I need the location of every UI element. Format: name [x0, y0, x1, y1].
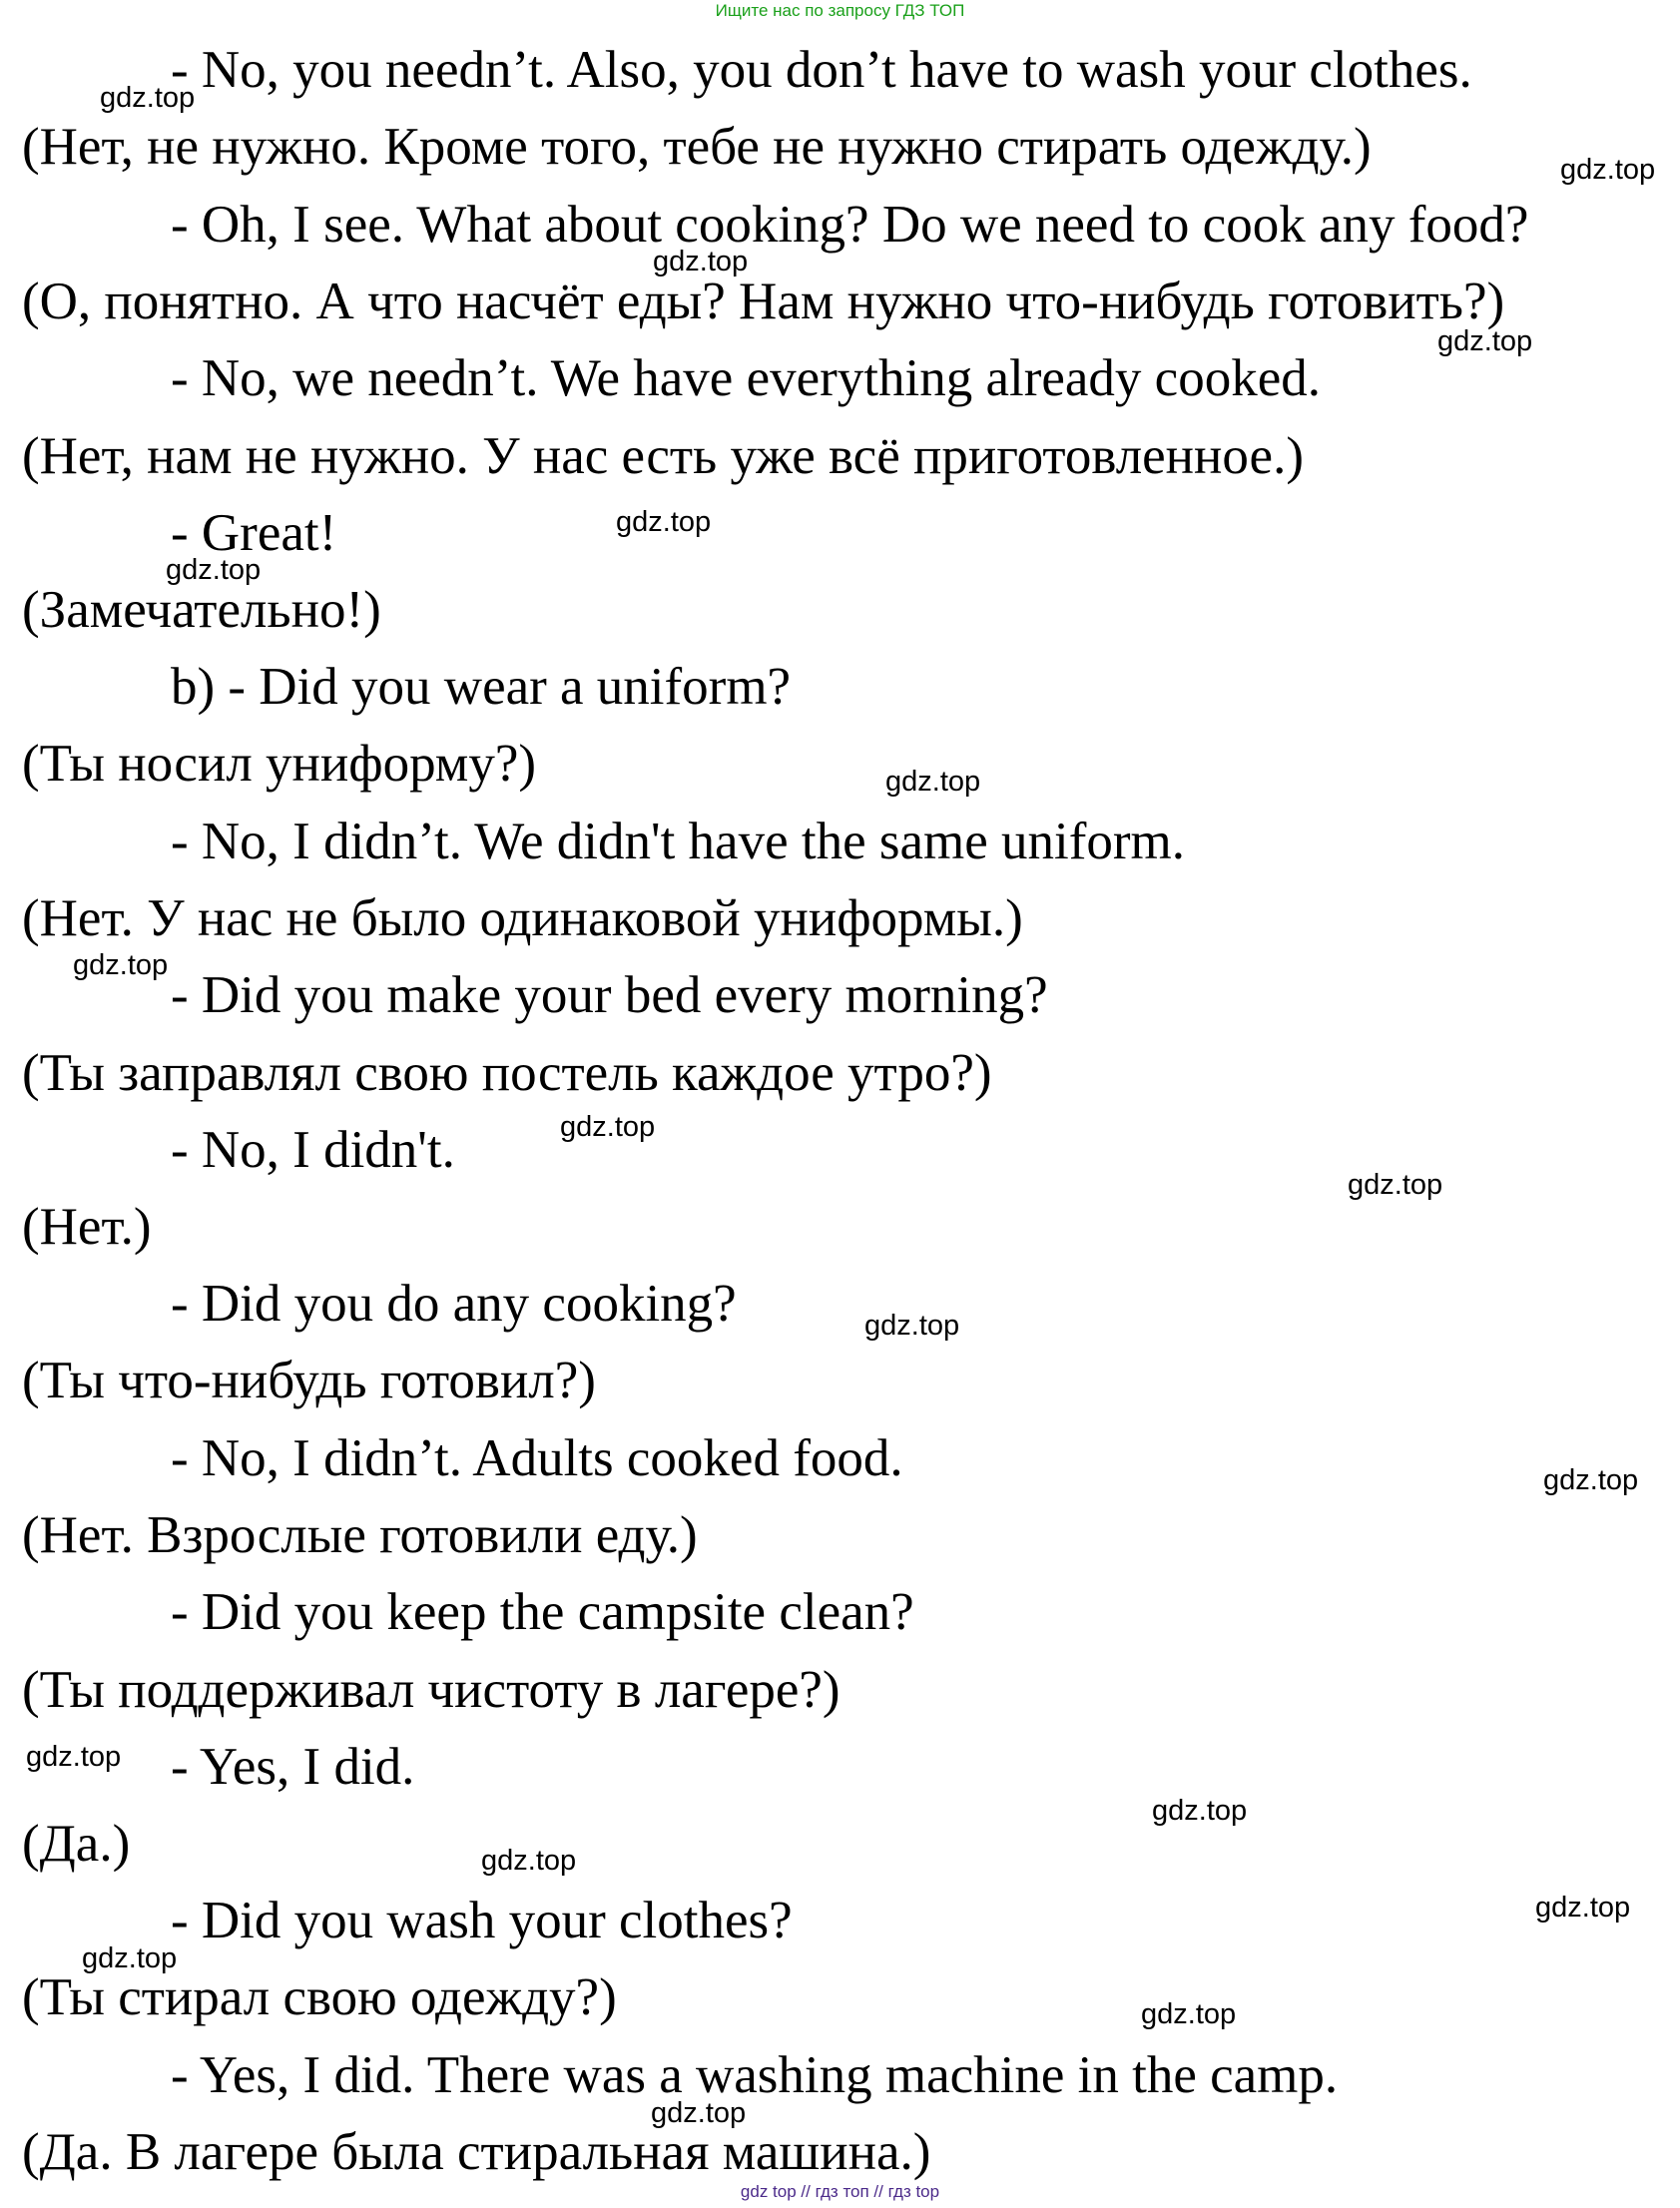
text-line: (О, понятно. А что насчёт еды? Нам нужно что-нибудь готовить?): [22, 273, 1505, 330]
text-line: - Yes, I did.: [171, 1738, 415, 1796]
text-line: - No, I didn't.: [171, 1121, 455, 1179]
text-line: - Oh, I see. What about cooking? Do we need to cook any food?: [171, 196, 1529, 254]
text-line: (Нет. Взрослые готовили еду.): [22, 1506, 698, 1564]
watermark: gdz.top: [653, 246, 749, 277]
text-line: (Да.): [22, 1815, 131, 1873]
watermark: gdz.top: [885, 766, 981, 798]
watermark: gdz.top: [100, 82, 196, 114]
text-line: b) - Did you wear a uniform?: [171, 658, 792, 716]
watermark: gdz.top: [864, 1310, 960, 1342]
text-line: - Did you do any cooking?: [171, 1275, 737, 1333]
text-line: - Did you make your bed every morning?: [171, 966, 1048, 1024]
watermark: gdz.top: [82, 1942, 178, 1974]
text-line: (Замечательно!): [22, 581, 381, 639]
watermark: gdz.top: [1152, 1795, 1248, 1827]
text-line: - No, you needn’t. Also, you don’t have to wash your clothes.: [171, 41, 1472, 99]
watermark: gdz.top: [166, 554, 262, 586]
watermark: gdz.top: [1141, 1998, 1237, 2030]
watermark: gdz.top: [1348, 1169, 1443, 1201]
text-line: (Нет, нам не нужно. У нас есть уже всё приготовленное.): [22, 427, 1304, 485]
watermark: gdz.top: [560, 1111, 656, 1143]
watermark: gdz.top: [26, 1741, 122, 1773]
watermark: gdz.top: [1535, 1892, 1631, 1924]
text-line: - No, I didn’t. Adults cooked food.: [171, 1429, 903, 1487]
watermark: gdz.top: [651, 2097, 747, 2129]
text-line: (Ты заправлял свою постель каждое утро?): [22, 1044, 992, 1102]
text-line: - Did you wash your clothes?: [171, 1892, 793, 1949]
header-banner: Ищите нас по запросу ГДЗ ТОП: [715, 1, 965, 20]
watermark: gdz.top: [73, 949, 169, 981]
footer-banner: gdz top // гдз топ // гдз top: [740, 2182, 940, 2201]
text-line: (Ты стирал свою одежду?): [22, 1968, 617, 2026]
text-line: - Yes, I did. There was a washing machine in the camp.: [171, 2046, 1339, 2104]
text-line: (Нет. У нас не было одинаковой униформы.): [22, 889, 1023, 947]
text-line: (Ты что-нибудь готовил?): [22, 1352, 596, 1409]
text-line: (Ты поддерживал чистоту в лагере?): [22, 1661, 840, 1719]
watermark: gdz.top: [1560, 154, 1656, 186]
watermark: gdz.top: [1543, 1464, 1639, 1496]
watermark: gdz.top: [1437, 325, 1533, 357]
text-line: - Great!: [171, 504, 337, 562]
text-line: - No, we needn’t. We have everything already cooked.: [171, 349, 1321, 407]
watermark: gdz.top: [481, 1845, 577, 1877]
text-line: (Да. В лагере была стиральная машина.): [22, 2123, 931, 2181]
text-line: - No, I didn’t. We didn't have the same uniform.: [171, 813, 1186, 870]
text-line: (Нет, не нужно. Кроме того, тебе не нужно стирать одежду.): [22, 118, 1372, 176]
text-line: (Ты носил униформу?): [22, 735, 536, 793]
text-line: - Did you keep the campsite clean?: [171, 1583, 914, 1641]
watermark: gdz.top: [616, 506, 712, 538]
text-line: (Нет.): [22, 1198, 152, 1256]
